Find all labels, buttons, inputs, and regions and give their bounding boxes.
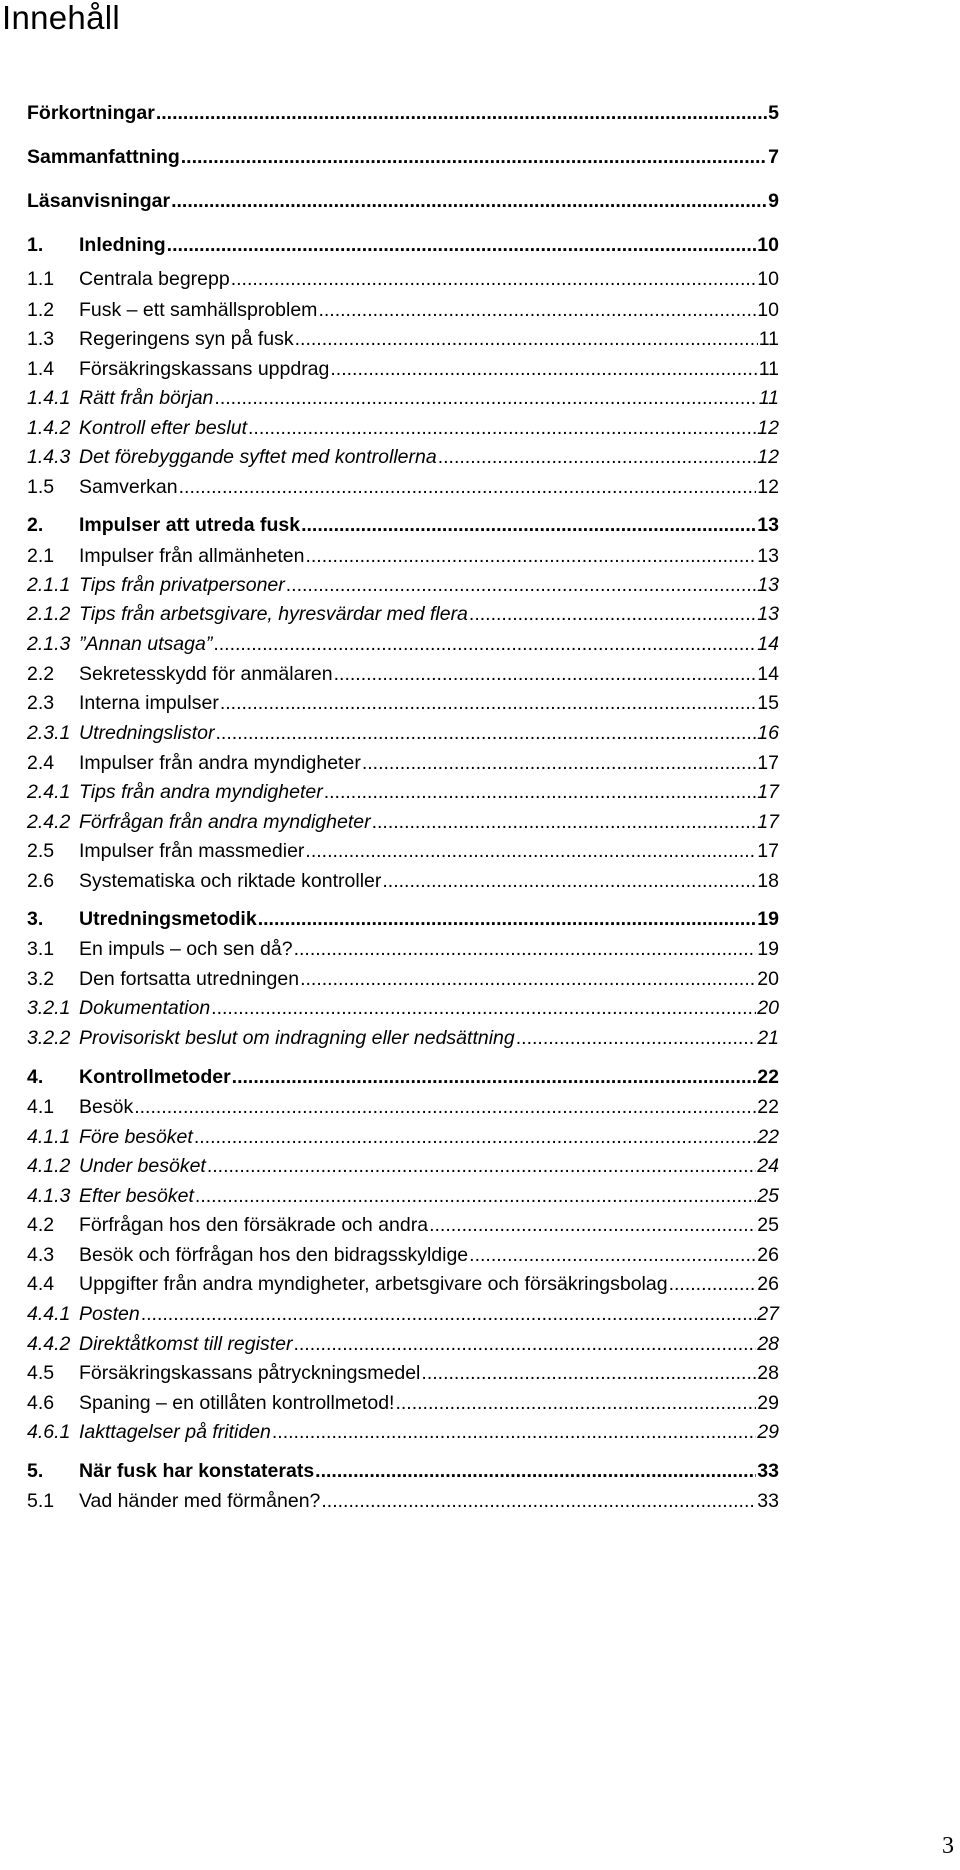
toc-entry-page: 17 bbox=[757, 840, 779, 862]
toc-entry-page: 27 bbox=[757, 1303, 779, 1325]
dot-leader bbox=[669, 1273, 757, 1295]
dot-leader bbox=[195, 1185, 756, 1207]
toc-entry[interactable] bbox=[27, 1090, 779, 1118]
toc-entry-number: 2.5 bbox=[27, 840, 55, 862]
toc-entry[interactable] bbox=[27, 411, 779, 439]
table-of-contents bbox=[27, 0, 779, 1870]
toc-entry-page: 12 bbox=[757, 446, 779, 468]
toc-entry[interactable] bbox=[27, 775, 779, 803]
toc-entry-page: 13 bbox=[757, 574, 779, 596]
toc-entry-title: En impuls – och sen då? bbox=[79, 938, 293, 960]
dot-leader bbox=[232, 1066, 757, 1088]
toc-entry-title: Dokumentation bbox=[79, 997, 211, 1019]
dot-leader bbox=[258, 908, 757, 930]
toc-entry-title: Förkortningar bbox=[27, 102, 155, 124]
toc-entry[interactable] bbox=[27, 834, 779, 862]
toc-entry-number: 3.2.1 bbox=[27, 997, 71, 1019]
toc-entry-number: 3.1 bbox=[27, 938, 55, 960]
dot-leader bbox=[469, 603, 756, 625]
toc-entry-title: Under besöket bbox=[79, 1155, 206, 1177]
toc-entry-title: Förfrågan från andra myndigheter bbox=[79, 811, 371, 833]
toc-entry-number: 2.3.1 bbox=[27, 722, 71, 744]
dot-leader bbox=[211, 997, 756, 1019]
dot-leader bbox=[294, 938, 757, 960]
toc-entry[interactable] bbox=[27, 1356, 779, 1384]
toc-entry-number: 2.6 bbox=[27, 870, 55, 892]
toc-entry[interactable] bbox=[27, 1327, 779, 1355]
dot-leader bbox=[171, 190, 767, 212]
toc-entry-number: 2.3 bbox=[27, 692, 55, 714]
toc-entry[interactable] bbox=[27, 539, 779, 567]
toc-entry-title: Posten bbox=[79, 1303, 140, 1325]
toc-entry-title: Före besöket bbox=[79, 1126, 193, 1148]
dot-leader bbox=[362, 752, 756, 774]
toc-entry-title: Tips från andra myndigheter bbox=[79, 781, 323, 803]
toc-entry-number: 2.4.1 bbox=[27, 781, 71, 803]
toc-entry[interactable] bbox=[27, 1060, 779, 1088]
toc-entry-page: 13 bbox=[757, 603, 779, 625]
toc-entry-page: 14 bbox=[757, 633, 779, 655]
toc-entry-title: Förfrågan hos den försäkrade och andra bbox=[79, 1214, 429, 1236]
toc-entry-title: Spaning – en otillåten kontrollmetod! bbox=[79, 1392, 395, 1414]
toc-entry-number: 4.3 bbox=[27, 1244, 55, 1266]
toc-entry-title: Försäkringskassans påtryckningsmedel bbox=[79, 1362, 421, 1384]
toc-entry-number: 4.6.1 bbox=[27, 1421, 71, 1443]
toc-entry[interactable] bbox=[27, 1297, 779, 1325]
dot-leader bbox=[272, 1421, 756, 1443]
toc-entry-page: 26 bbox=[757, 1244, 779, 1266]
toc-entry-title: Kontrollmetoder bbox=[79, 1066, 231, 1088]
toc-entry-title: Impulser från allmänheten bbox=[79, 545, 305, 567]
toc-entry[interactable] bbox=[27, 262, 779, 290]
toc-entry[interactable] bbox=[27, 293, 779, 321]
dot-leader bbox=[231, 268, 757, 290]
toc-entry-page: 12 bbox=[757, 417, 779, 439]
toc-entry-number: 1.3 bbox=[27, 328, 55, 350]
toc-entry-title: När fusk har konstaterats bbox=[79, 1460, 315, 1482]
toc-entry-title: Tips från arbetsgivare, hyresvärdar med flera bbox=[79, 603, 468, 625]
toc-entry-title: Samverkan bbox=[79, 476, 178, 498]
toc-entry[interactable] bbox=[27, 991, 779, 1019]
toc-entry[interactable] bbox=[27, 864, 779, 892]
toc-entry-number: 4.1.1 bbox=[27, 1126, 71, 1148]
toc-entry[interactable] bbox=[27, 627, 779, 655]
toc-entry[interactable] bbox=[27, 805, 779, 833]
toc-entry-title: Sammanfattning bbox=[27, 146, 180, 168]
dot-leader bbox=[156, 102, 767, 124]
toc-entry[interactable] bbox=[27, 1484, 779, 1512]
toc-entry-number: 1. bbox=[27, 234, 44, 256]
toc-entry[interactable] bbox=[27, 228, 779, 256]
dot-leader bbox=[293, 1333, 756, 1355]
page-title: Innehåll bbox=[2, 0, 120, 36]
toc-entry-page: 14 bbox=[757, 663, 779, 685]
dot-leader bbox=[305, 840, 756, 862]
toc-entry-number: 1.1 bbox=[27, 268, 55, 290]
toc-entry-page: 29 bbox=[757, 1421, 779, 1443]
toc-entry-page: 21 bbox=[757, 1027, 779, 1049]
dot-leader bbox=[438, 446, 757, 468]
dot-leader bbox=[295, 328, 758, 350]
toc-entry-number: 4.1.2 bbox=[27, 1155, 71, 1177]
toc-entry[interactable] bbox=[27, 568, 779, 596]
toc-entry-title: Fusk – ett samhällsproblem bbox=[79, 299, 318, 321]
toc-entry-number: 5. bbox=[27, 1460, 44, 1482]
toc-entry-page: 29 bbox=[757, 1392, 779, 1414]
toc-entry-page: 28 bbox=[757, 1333, 779, 1355]
toc-entry-number: 2.4 bbox=[27, 752, 55, 774]
toc-entry-number: 3.2 bbox=[27, 968, 55, 990]
toc-entry-number: 1.2 bbox=[27, 299, 55, 321]
toc-entry-page: 22 bbox=[757, 1126, 779, 1148]
toc-entry-number: 4.4.1 bbox=[27, 1303, 71, 1325]
toc-entry-page: 13 bbox=[757, 514, 779, 536]
toc-entry[interactable] bbox=[27, 902, 779, 930]
dot-leader bbox=[134, 1096, 756, 1118]
toc-entry-page: 7 bbox=[768, 146, 779, 168]
dot-leader bbox=[207, 1155, 756, 1177]
toc-entry-title: Interna impulser bbox=[79, 692, 219, 714]
toc-entry-number: 4.1 bbox=[27, 1096, 55, 1118]
dot-leader bbox=[179, 476, 757, 498]
dot-leader bbox=[141, 1303, 757, 1325]
toc-entry-title: Regeringens syn på fusk bbox=[79, 328, 294, 350]
toc-entry[interactable] bbox=[27, 184, 779, 212]
toc-entry-page: 33 bbox=[757, 1490, 779, 1512]
toc-entry-title: Rätt från början bbox=[79, 387, 214, 409]
toc-entry-page: 25 bbox=[757, 1185, 779, 1207]
toc-entry-page: 17 bbox=[757, 752, 779, 774]
toc-entry-title: Direktåtkomst till register bbox=[79, 1333, 293, 1355]
toc-entry-number: 4.2 bbox=[27, 1214, 55, 1236]
toc-entry-number: 2.2 bbox=[27, 663, 55, 685]
toc-entry-page: 15 bbox=[757, 692, 779, 714]
dot-leader bbox=[469, 1244, 756, 1266]
toc-entry-page: 16 bbox=[757, 722, 779, 744]
toc-entry-page: 10 bbox=[757, 234, 779, 256]
toc-entry-page: 25 bbox=[757, 1214, 779, 1236]
dot-leader bbox=[324, 781, 757, 803]
toc-entry[interactable] bbox=[27, 508, 779, 536]
dot-leader bbox=[315, 1460, 756, 1482]
toc-entry-title: Sekretesskydd för anmälaren bbox=[79, 663, 333, 685]
dot-leader bbox=[516, 1027, 757, 1049]
dot-leader bbox=[181, 146, 767, 168]
dot-leader bbox=[421, 1362, 756, 1384]
page-number: 3 bbox=[942, 1833, 954, 1859]
toc-entry-page: 18 bbox=[757, 870, 779, 892]
dot-leader bbox=[300, 968, 756, 990]
toc-entry-title: Utredningslistor bbox=[79, 722, 215, 744]
toc-entry-page: 33 bbox=[757, 1460, 779, 1482]
dot-leader bbox=[395, 1392, 756, 1414]
toc-entry[interactable] bbox=[27, 597, 779, 625]
toc-entry-page: 9 bbox=[768, 190, 779, 212]
toc-entry-number: 3. bbox=[27, 908, 44, 930]
dot-leader bbox=[213, 633, 756, 655]
toc-entry-number: 2.1.1 bbox=[27, 574, 71, 596]
dot-leader bbox=[215, 722, 756, 744]
toc-entry-page: 11 bbox=[758, 328, 779, 350]
toc-entry-number: 4.4 bbox=[27, 1273, 55, 1295]
toc-entry-page: 12 bbox=[757, 476, 779, 498]
toc-entry-number: 4.5 bbox=[27, 1362, 55, 1384]
toc-entry-page: 24 bbox=[757, 1155, 779, 1177]
dot-leader bbox=[330, 358, 757, 380]
toc-entry[interactable] bbox=[27, 96, 779, 124]
dot-leader bbox=[334, 663, 757, 685]
toc-entry[interactable] bbox=[27, 1021, 779, 1049]
toc-entry-number: 1.4.1 bbox=[27, 387, 71, 409]
toc-entry-page: 11 bbox=[758, 387, 779, 409]
toc-entry-page: 10 bbox=[757, 268, 779, 290]
toc-entry-title: Den fortsatta utredningen bbox=[79, 968, 300, 990]
toc-entry[interactable] bbox=[27, 1179, 779, 1207]
toc-entry-title: Iakttagelser på fritiden bbox=[79, 1421, 271, 1443]
toc-entry[interactable] bbox=[27, 1149, 779, 1177]
toc-entry-page: 20 bbox=[757, 997, 779, 1019]
toc-entry-title: Systematiska och riktade kontroller bbox=[79, 870, 382, 892]
dot-leader bbox=[382, 870, 756, 892]
toc-entry[interactable] bbox=[27, 1454, 779, 1482]
toc-entry[interactable] bbox=[27, 962, 779, 990]
toc-entry-page: 17 bbox=[757, 811, 779, 833]
toc-entry-page: 17 bbox=[757, 781, 779, 803]
toc-entry-title: Centrala begrepp bbox=[79, 268, 230, 290]
toc-entry-page: 10 bbox=[757, 299, 779, 321]
toc-entry-page: 19 bbox=[757, 938, 779, 960]
toc-entry-number: 2.1 bbox=[27, 545, 55, 567]
toc-entry-page: 11 bbox=[758, 358, 779, 380]
toc-entry-title: Impulser från andra myndigheter bbox=[79, 752, 361, 774]
toc-entry-page: 22 bbox=[757, 1066, 779, 1088]
dot-leader bbox=[318, 299, 756, 321]
toc-entry-number: 4.6 bbox=[27, 1392, 55, 1414]
toc-entry-number: 2. bbox=[27, 514, 44, 536]
toc-entry-title: Uppgifter från andra myndigheter, arbetsgivare och försäkringsbolag bbox=[79, 1273, 668, 1295]
toc-entry[interactable] bbox=[27, 1386, 779, 1414]
toc-entry-title: ”Annan utsaga” bbox=[79, 633, 213, 655]
toc-entry[interactable] bbox=[27, 140, 779, 168]
toc-entry-title: Läsanvisningar bbox=[27, 190, 171, 212]
toc-entry-page: 20 bbox=[757, 968, 779, 990]
toc-entry-page: 19 bbox=[757, 908, 779, 930]
toc-entry-page: 26 bbox=[757, 1273, 779, 1295]
dot-leader bbox=[301, 514, 756, 536]
toc-entry-page: 5 bbox=[768, 102, 779, 124]
dot-leader bbox=[214, 387, 757, 409]
dot-leader bbox=[321, 1490, 756, 1512]
dot-leader bbox=[372, 811, 757, 833]
toc-entry[interactable] bbox=[27, 470, 779, 498]
toc-entry-title: Tips från privatpersoner bbox=[79, 574, 285, 596]
toc-entry-number: 5.1 bbox=[27, 1490, 55, 1512]
toc-entry-title: Efter besöket bbox=[79, 1185, 194, 1207]
toc-entry[interactable] bbox=[27, 1415, 779, 1443]
toc-entry-title: Vad händer med förmånen? bbox=[79, 1490, 321, 1512]
toc-entry[interactable] bbox=[27, 1238, 779, 1266]
toc-entry[interactable] bbox=[27, 657, 779, 685]
toc-entry-number: 4. bbox=[27, 1066, 44, 1088]
toc-entry-title: Utredningsmetodik bbox=[79, 908, 257, 930]
dot-leader bbox=[248, 417, 756, 439]
toc-entry[interactable] bbox=[27, 352, 779, 380]
toc-entry-title: Kontroll efter beslut bbox=[79, 417, 248, 439]
toc-entry[interactable] bbox=[27, 686, 779, 714]
toc-entry-title: Impulser att utreda fusk bbox=[79, 514, 301, 536]
toc-entry-page: 28 bbox=[757, 1362, 779, 1384]
toc-entry[interactable] bbox=[27, 1208, 779, 1236]
toc-entry-title: Provisoriskt beslut om indragning eller nedsättning bbox=[79, 1027, 515, 1049]
dot-leader bbox=[220, 692, 756, 714]
dot-leader bbox=[167, 234, 757, 256]
toc-entry[interactable] bbox=[27, 716, 779, 744]
toc-entry-number: 1.4.2 bbox=[27, 417, 71, 439]
toc-entry-number: 1.4 bbox=[27, 358, 55, 380]
toc-entry-number: 4.1.3 bbox=[27, 1185, 71, 1207]
toc-entry[interactable] bbox=[27, 1267, 779, 1295]
toc-entry-title: Försäkringskassans uppdrag bbox=[79, 358, 330, 380]
toc-entry-number: 2.4.2 bbox=[27, 811, 71, 833]
toc-entry-title: Det förebyggande syftet med kontrollerna bbox=[79, 446, 437, 468]
toc-entry-number: 2.1.3 bbox=[27, 633, 71, 655]
toc-entry-number: 1.5 bbox=[27, 476, 55, 498]
toc-entry-title: Impulser från massmedier bbox=[79, 840, 305, 862]
toc-entry-number: 2.1.2 bbox=[27, 603, 71, 625]
toc-entry[interactable] bbox=[27, 1120, 779, 1148]
toc-entry[interactable] bbox=[27, 381, 779, 409]
toc-entry-page: 13 bbox=[757, 545, 779, 567]
toc-entry-title: Besök och förfrågan hos den bidragsskyldige bbox=[79, 1244, 469, 1266]
toc-entry[interactable] bbox=[27, 322, 779, 350]
toc-entry-number: 4.4.2 bbox=[27, 1333, 71, 1355]
dot-leader bbox=[286, 574, 757, 596]
toc-entry-number: 3.2.2 bbox=[27, 1027, 71, 1049]
toc-entry-title: Besök bbox=[79, 1096, 134, 1118]
toc-entry[interactable] bbox=[27, 746, 779, 774]
toc-entry-number: 1.4.3 bbox=[27, 446, 71, 468]
dot-leader bbox=[194, 1126, 756, 1148]
dot-leader bbox=[429, 1214, 756, 1236]
dot-leader bbox=[305, 545, 756, 567]
toc-entry-title: Inledning bbox=[79, 234, 166, 256]
toc-entry[interactable] bbox=[27, 440, 779, 468]
toc-entry[interactable] bbox=[27, 932, 779, 960]
toc-entry-page: 22 bbox=[757, 1096, 779, 1118]
